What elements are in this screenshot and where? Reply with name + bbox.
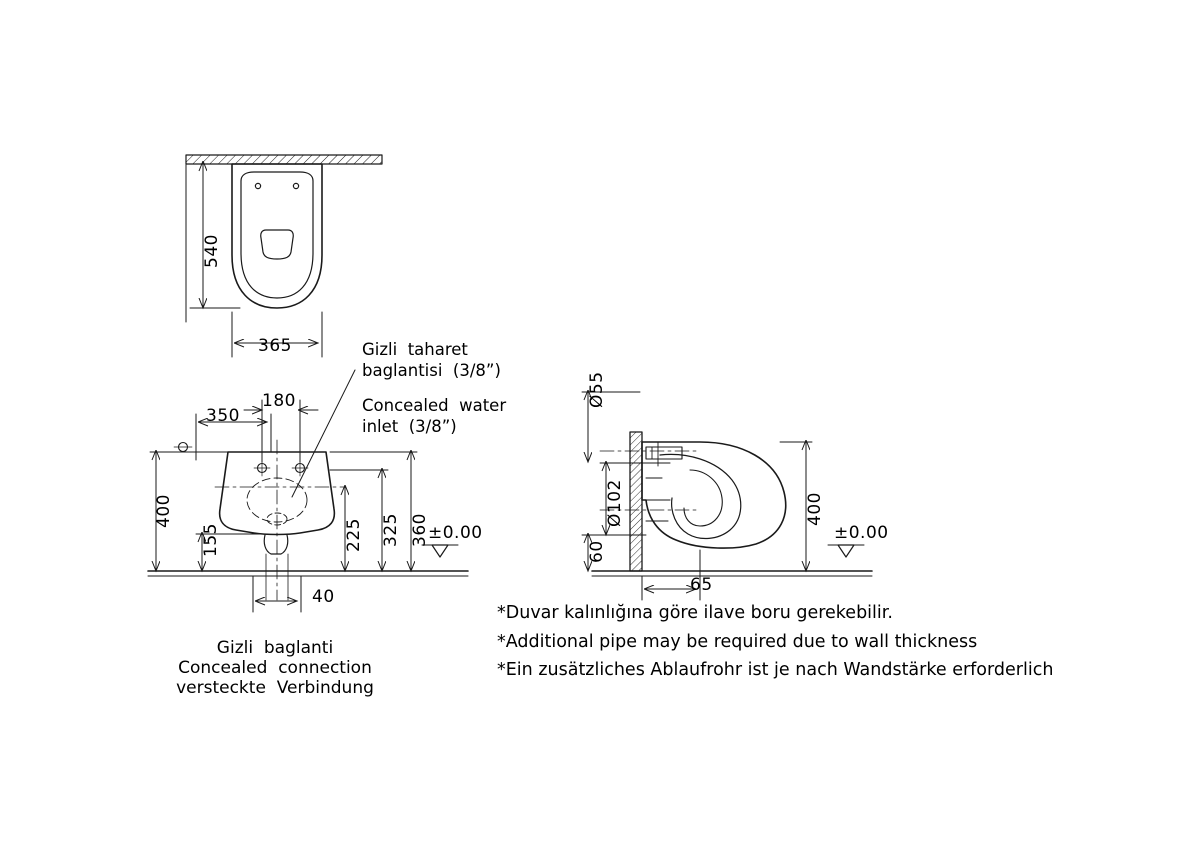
dim-label-400-side: 400 bbox=[805, 492, 825, 526]
dim-label-360: 360 bbox=[410, 513, 430, 547]
top-view-geometry bbox=[186, 155, 382, 308]
datum-label-front: ±0.00 bbox=[428, 523, 483, 543]
concealed-inlet-label-tr-1: Gizli taharet bbox=[362, 340, 468, 359]
concealed-inlet-label-en-2: inlet (3/8”) bbox=[362, 417, 457, 436]
dim-label-540: 540 bbox=[202, 234, 222, 268]
front-view-caption-en: Concealed connection bbox=[178, 658, 372, 678]
dim-label-60: 60 bbox=[587, 540, 607, 563]
front-view-caption-de: versteckte Verbindung bbox=[176, 678, 374, 698]
dim-label-180: 180 bbox=[262, 391, 296, 411]
concealed-inlet-label-en-1: Concealed water bbox=[362, 396, 507, 415]
front-view-caption-tr: Gizli baglanti bbox=[216, 638, 334, 658]
dim-label-365: 365 bbox=[258, 336, 292, 356]
note-tr: *Duvar kalınlığına göre ilave boru gerekebilir. bbox=[497, 603, 893, 623]
dim-label-400-front: 400 bbox=[154, 494, 174, 528]
concealed-inlet-label-tr-2: baglantisi (3/8”) bbox=[362, 361, 501, 380]
dim-label-155: 155 bbox=[201, 523, 221, 557]
note-de: *Ein zusätzliches Ablaufrohr ist je nach Wandstärke erforderlich bbox=[497, 660, 1054, 680]
dim-label-65: 65 bbox=[690, 575, 713, 595]
side-view-geometry bbox=[592, 432, 872, 576]
dim-label-d55: Ø55 bbox=[587, 371, 607, 408]
dim-label-40: 40 bbox=[312, 587, 335, 607]
dim-label-325: 325 bbox=[381, 513, 401, 547]
dim-label-d102: Ø102 bbox=[605, 479, 625, 527]
dim-label-225: 225 bbox=[344, 518, 364, 552]
dim-label-350: 350 bbox=[206, 406, 240, 426]
concealed-inlet-leader bbox=[292, 370, 355, 497]
note-en: *Additional pipe may be required due to wall thickness bbox=[497, 632, 978, 652]
datum-label-side: ±0.00 bbox=[834, 523, 889, 543]
